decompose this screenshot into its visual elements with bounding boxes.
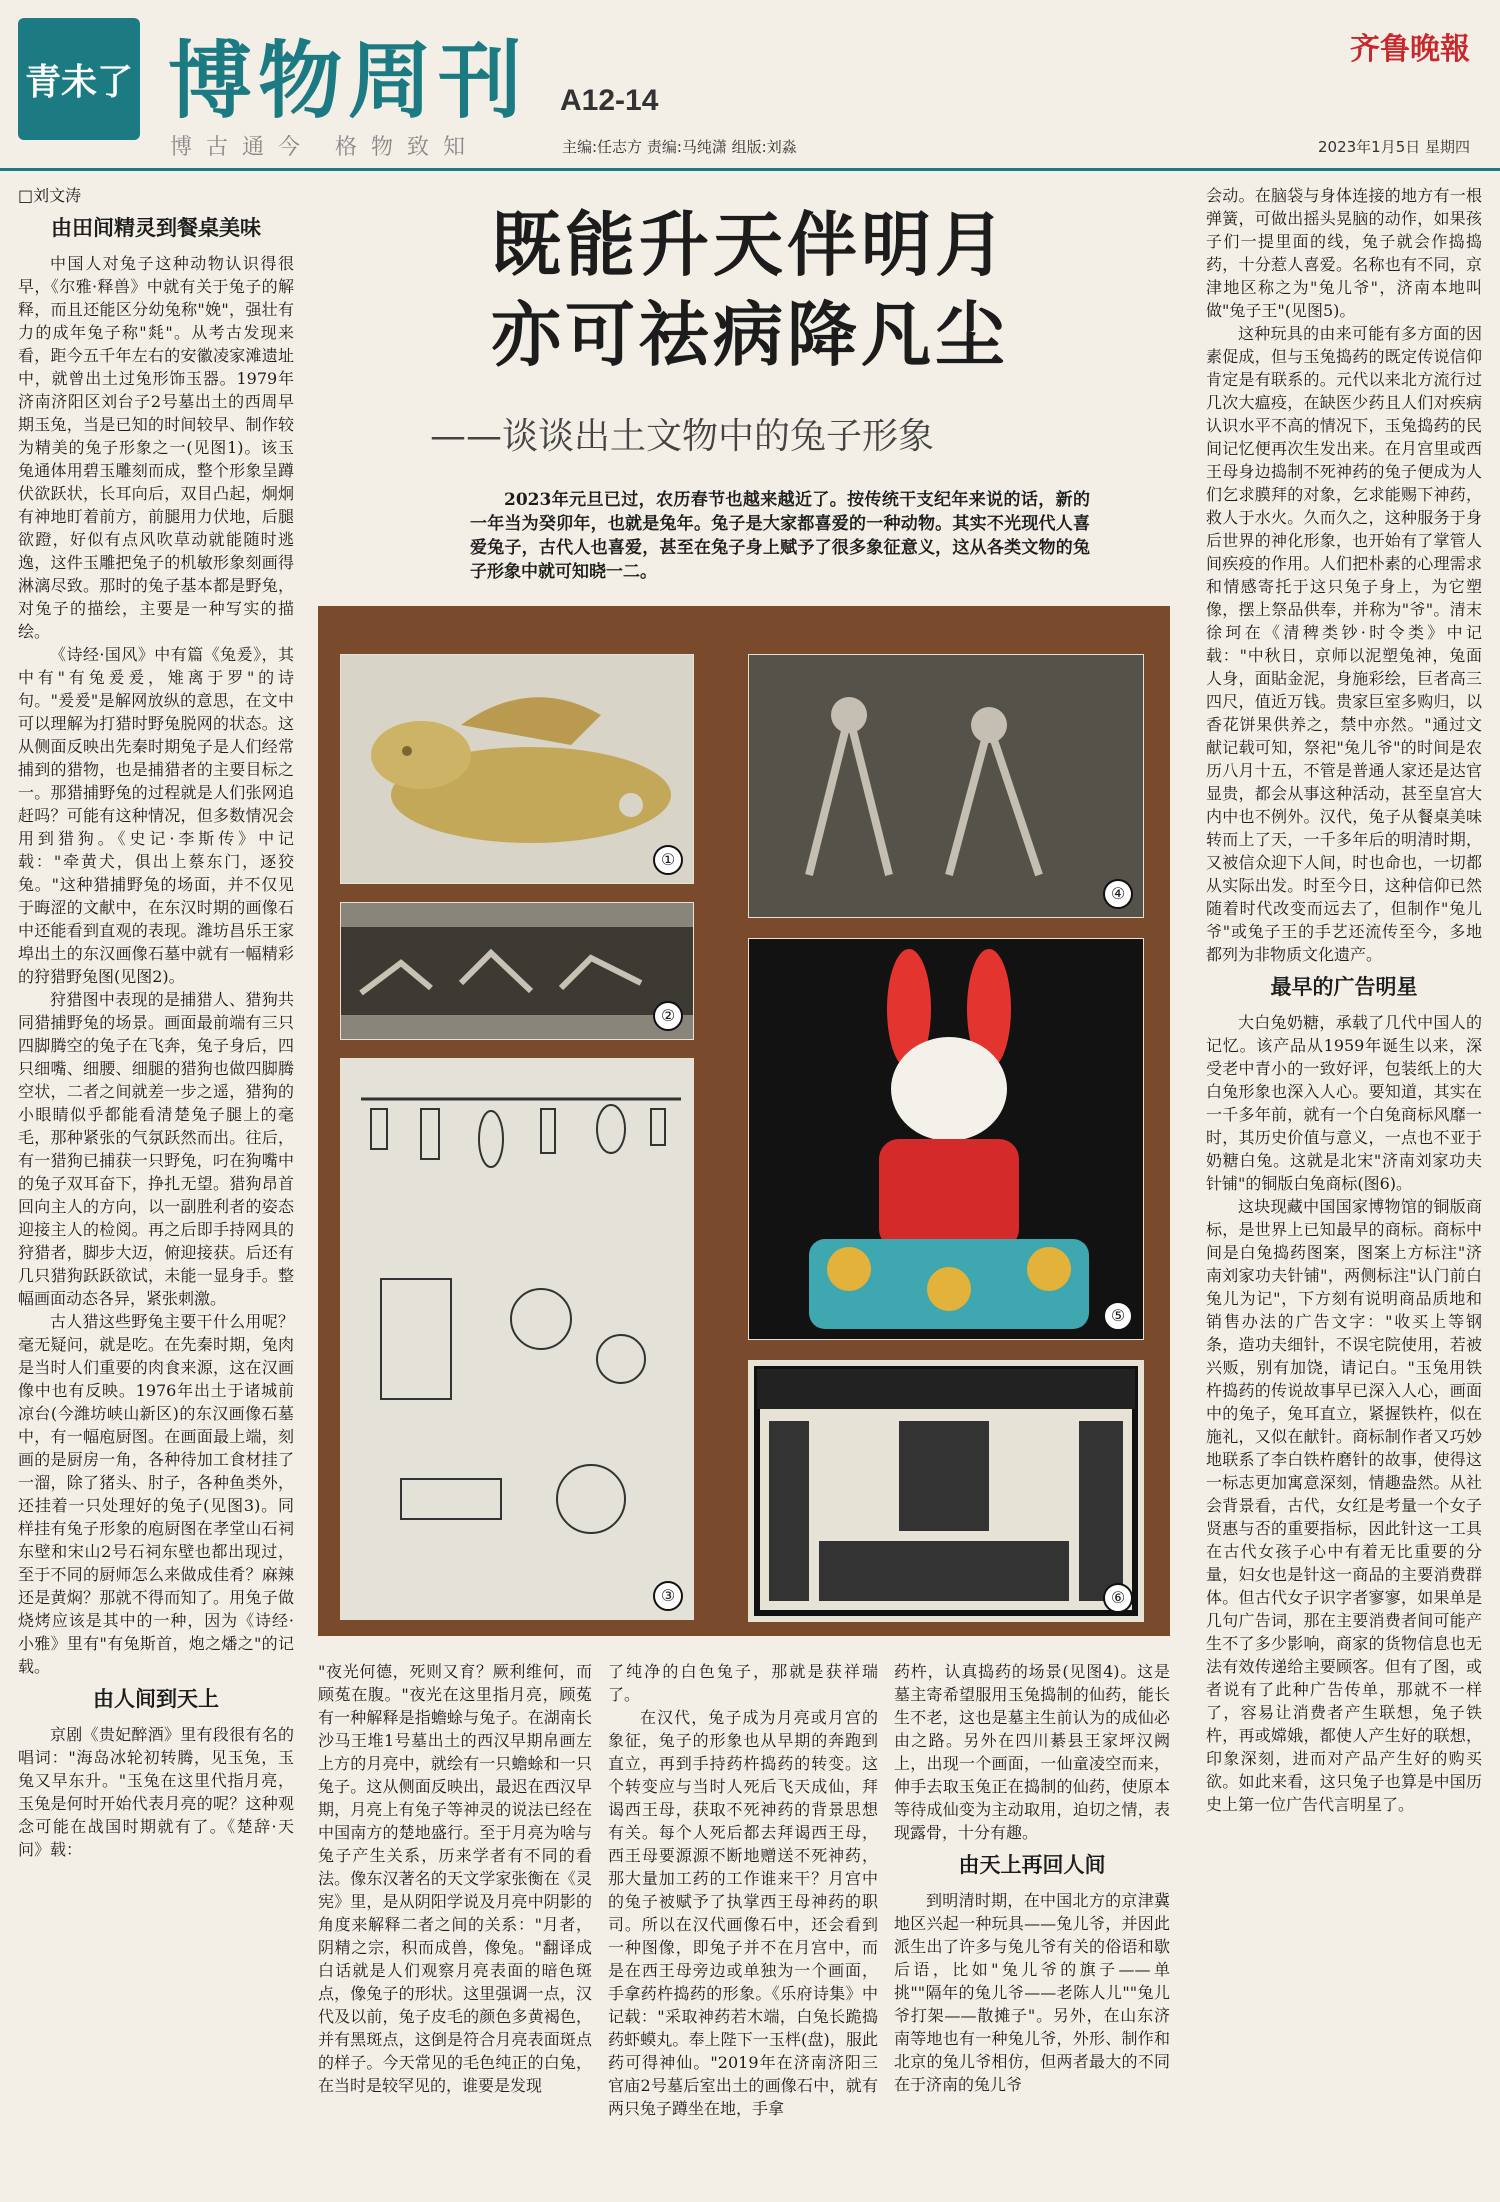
paragraph: 京剧《贵妃醉酒》里有段很有名的唱词："海岛冰轮初转腾，见玉兔，玉兔又早东升。"玉兔在这里代指月亮，玉兔是何时开始代表月亮的呢？这种观念可能在战国时期就有了。《楚辞·天问》载： [18, 1725, 294, 1859]
figure-1-jade-rabbit [340, 654, 694, 884]
paragraph: 了纯净的白色兔子，那就是获祥瑞了。 [608, 1662, 878, 1704]
section-title: 博物周刊 [168, 32, 529, 130]
article-column-2 [318, 1660, 592, 2097]
section-slogan: 博古通今 格物致知 [170, 135, 479, 160]
figure-6-needle-shop-trademark [748, 1360, 1144, 1622]
paragraph: 在汉代，兔子成为月亮或月宫的象征，兔子的形象也从早期的奔跑到直立，再到手持药杵捣药的转变。这个转变应与当时人死后飞天成仙，拜谒西王母，获取不死神药的背景思想有关。每个人死后都去拜谒西王母，西王母要源源不断地赠送不死神药，那大量加工药的工作谁来干？月宫中的兔子被赋予了执掌西王母神药的职司。所以在汉代画像石中，还会看到一种图像，即兔子并不在月宫中，而是在西王母旁边或单独为一个画面，手拿药杵捣药的形象。《乐府诗集》中记载："采取神药若木端，白兔长跪捣药虾蟆丸。奉上陛下一玉柈(盘)，服此药可得神仙。"2019年在济南济阳三官庙2号墓后室出土的画像石中，就有两只兔子蹲坐在地，手拿 [608, 1708, 878, 2118]
figure-2-hunting-relief [340, 902, 694, 1040]
headline-line-1: 既能升天伴明月 [491, 204, 1009, 286]
paragraph: 会动。在脑袋与身体连接的地方有一根弹簧，可做出摇头晃脑的动作，如果孩子们一提里面的线，兔子就会作捣捣药，十分惹人喜爱。名称也有不同，京津地区称之为"兔儿爷"，济南本地叫做"兔子王"(见图5)。 [1206, 186, 1482, 320]
article-column-1 [18, 184, 294, 1861]
paragraph: 古人猎这些野兔主要干什么用呢？毫无疑问，就是吃。在先秦时期，兔肉是当时人们重要的肉食来源，这在汉画像中也有反映。1976年出土于诸城前凉台(今潍坊峡山新区)的东汉画像石墓中，有一幅庖厨图。在画面最上端，刻画的是厨房一角，各种待加工食材挂了一溜，除了猪头、肘子，各种鱼类外，还挂着一只处理好的兔子(见图3)。同样挂有兔子形象的庖厨图在孝堂山石祠东壁和宋山2号石祠东壁也都出现过，至于不同的厨师怎么来做成佳肴？麻辣还是黄焖？那就不得而知了。用兔子做烧烤应该是其中的一种，因为《诗经·小雅》里有"有兔斯首，炮之燔之"的记载。 [18, 1312, 294, 1676]
figure-number: ② [653, 1001, 683, 1031]
paragraph: 这块现藏中国国家博物馆的铜版商标，是世界上已知最早的商标。商标中间是白兔捣药图案，图案上方标注"济南刘家功夫针铺"，两侧标注"认门前白兔儿为记"，下方刻有说明商品质地和销售办法的广告文字："收买上等钢条，造功夫细针，不误宅院使用，若被兴贩，别有加饶，请记白。"玉兔用铁杵捣药的传说故事早已深入人心，画面中的兔子，兔耳直立，紧握铁杵，似在施礼，又似在献针。商标制作者又巧妙地联系了李白铁杵磨针的故事，使得这一标志更加寓意深刻，情趣盎然。从社会背景看，古代，女红是考量一个女子贤惠与否的重要指标，因此针这一工具在古代女孩子心中有着无比重要的分量，妇女也是针这一商品的主要消费群体。但古代女子识字者寥寥，如果单是几句广告词，那在主要消费者间可能产生不了多少影响，商家的货物信息也无法有效传递给主要顾客。但有了图，或者说有了此种广告传单，那就不一样了，容易让消费者产生联想，兔子铁杵，再或嫦娥，都使人产生好的联想，印象深刻，进而对产品产生好的购买欲。如此来看，这只兔子也算是中国历史上第一位广告代言明星了。 [1206, 1197, 1482, 1814]
section-heading: 由天上再回人间 [958, 1853, 1106, 1877]
figure-number: ① [653, 845, 683, 875]
kitchen-scene-image [341, 1059, 693, 1619]
issue-date: 2023年1月5日 星期四 [1318, 138, 1471, 156]
figure-4-medicine-relief [748, 654, 1144, 918]
figure-3-kitchen-scene [340, 1058, 694, 1620]
section-heading: 由田间精灵到餐桌美味 [51, 216, 261, 240]
article-column-5 [1206, 184, 1482, 1816]
masthead-rule [0, 168, 1500, 171]
paragraph: "夜光何德，死则又育？厥利维何，而顾菟在腹。"夜光在这里指月亮，顾菟有一种解释是指蟾蜍与兔子。在湖南长沙马王堆1号墓出土的西汉早期帛画左上方的月亮中，就绘有一只蟾蜍和一只兔子。这从侧面反映出，最迟在西汉早期，月亮上有兔子等神灵的说法已经在中国南方的楚地盛行。至于月亮为啥与兔子产生关系，历来学者有不同的看法。像东汉著名的天文学家张衡在《灵宪》里，是从阴阳学说及月亮中阴影的角度来解释二者之间的关系："月者，阴精之宗，积而成兽，像兔。"翻译成白话就是人们观察月亮表面的暗色斑点，像兔子的形状。这里强调一点，汉代及以前，兔子皮毛的颜色多黄褐色，并有黑斑点，这倒是符合月亮表面斑点的样子。今天常见的毛色纯正的白兔，在当时是较罕见的，谁要是发现 [318, 1662, 592, 2095]
byline: □刘文涛 [18, 186, 82, 205]
headline-subtitle: ——谈谈出土文物中的兔子形象 [430, 416, 935, 457]
figure-number: ⑤ [1103, 1301, 1133, 1331]
paragraph: 狩猎图中表现的是捕猎人、猎狗共同猎捕野兔的场景。画面最前端有三只四脚腾空的兔子在飞奔，兔子身后，四只细嘴、细腰、细腿的猎狗也做四脚腾空状，二者之间就差一步之遥，猎狗的小眼睛似乎都能看清楚兔子腿上的毫毛，那种紧张的气氛跃然而出。往后，有一猎狗已捕获一只野兔，叼在狗嘴中的兔子双耳奋下，挣扎无望。猎狗昂首回向主人的方向，以一副胜利者的姿态迎接主人的检阅。再之后即手持网具的狩猎者，脚步大迈，俯迎接获。后还有几只猎狗跃跃欲试，未能一显身手。整幅画面动态各异，紧张刺激。 [18, 990, 294, 1308]
logo-text: 青未了 [24, 61, 133, 103]
section-heading: 最早的广告明星 [1270, 975, 1418, 999]
paragraph: 《诗经·国风》中有篇《兔爰》，其中有"有兔爰爰，雉离于罗"的诗句。"爰爰"是解网放纵的意思，在文中可以理解为打猎时野兔脱网的状态。这从侧面反映出先秦时期兔子是人们经常捕到的猎物，也是捕猎者的主要目标之一。那猎捕野兔的过程就是人们张网追赶吗？可能有这种情况，但多数情况会用到猎狗。《史记·李斯传》中记载："牵黄犬，俱出上蔡东门，逐狡兔。"这种猎捕野兔的场面，并不仅见于晦涩的文献中，在东汉时期的画像石中还能看到直观的表现。潍坊昌乐王家埠出土的东汉画像石墓中就有一幅精彩的狩猎野兔图(见图2)。 [18, 645, 294, 986]
photo-panel [318, 606, 1170, 1636]
paragraph: 到明清时期，在中国北方的京津冀地区兴起一种玩具——兔儿爷，并因此派生出了许多与兔儿爷有关的俗语和歇后语，比如"兔儿爷的旗子——单挑""隔年的兔儿爷——老陈人儿""兔儿爷打架——散摊子"。另外，在山东济南等地也有一种兔儿爷，外形、制作和北京的兔儿爷相仿，但两者最大的不同在于济南的兔儿爷 [894, 1891, 1170, 2094]
lead-paragraph: 2023年元旦已过，农历春节也越来越近了。按传统干支纪年来说的话，新的一年当为癸卯年，也就是兔年。兔子是大家都喜爱的一种动物。其实不光现代人喜爱兔子，古代人也喜爱，甚至在兔子身上赋予了很多象征意义，这从各类文物的兔子形象中就可知晓一二。 [470, 490, 1090, 582]
newspaper-logo [18, 18, 140, 140]
rabbit-king-toy-image [749, 939, 1143, 1339]
page-number: A12-14 [560, 84, 659, 117]
paragraph: 中国人对兔子这种动物认识得很早，《尔雅·释兽》中就有关于兔子的解释，而且还能区分幼兔称"娩"，强壮有力的成年兔子称"㲜"。从考古发现来看，距今五千年左右的安徽凌家滩遗址中，就曾出土过兔形饰玉器。1979年济南济阳区刘台子2号墓出土的西周早期玉兔，当是已知的时间较早、制作较为精美的兔子形象之一(见图1)。该玉兔通体用碧玉雕刻而成，整个形象呈蹲伏欲跃状，长耳向后，双目凸起，炯炯有神地盯着前方，前腿用力伏地，后腿欲蹬，好似有点风吹草动就能随时逃逸，这件玉雕把兔子的机敏形象刻画得淋漓尽致。那时的兔子基本都是野兔，对兔子的描绘，主要是一种写实的描绘。 [18, 254, 294, 641]
figure-number: ④ [1103, 879, 1133, 909]
trademark-print-image [749, 1361, 1143, 1621]
headline-line-2: 亦可祛病降凡尘 [491, 294, 1009, 376]
article-column-3 [608, 1660, 878, 2120]
hunting-relief-image [341, 903, 693, 1039]
figure-number: ③ [653, 1581, 683, 1611]
paragraph: 大白兔奶糖，承载了几代中国人的记忆。该产品从1959年诞生以来，深受老中青小的一致好评，包装纸上的大白兔形象也深入人心。要知道，其实在一千多年前，就有一个白兔商标风靡一时，其历史价值与意义，一点也不亚于奶糖白兔。这就是北宋"济南刘家功夫针铺"的铜版白兔商标(图6)。 [1206, 1013, 1482, 1193]
article-column-4 [894, 1660, 1170, 2096]
jade-rabbit-image [341, 655, 693, 883]
paragraph: 药杵，认真捣药的场景(见图4)。这是墓主寄希望服用玉兔捣制的仙药，能长生不老，这也是墓主生前认为的成仙必由之路。另外在四川綦县王家坪汉阙上，出现一个画面，一仙童凌空而来，伸手去取玉兔正在捣制的仙药，使原本等待成仙变为主动取用，迫切之情，表现露骨，十分有趣。 [894, 1662, 1170, 1842]
headline [360, 200, 1140, 380]
medicine-relief-image [749, 655, 1143, 917]
figure-number: ⑥ [1103, 1583, 1133, 1613]
section-heading: 由人间到天上 [93, 1687, 219, 1711]
paragraph: 这种玩具的由来可能有多方面的因素促成，但与玉兔捣药的既定传说信仰肯定是有联系的。元代以来北方流行过几次大瘟疫，在缺医少药且人们对疾病认识水平不高的情况下，玉兔捣药的民间记忆便再次生发出来。在月宫里或西王母身边捣制不死神药的兔子便成为人们乞求膜拜的对象，乞求能赐下神药，救人于水火。久而久之，这种服务于身后世界的神化形象，也开始有了掌管人间疾疫的作用。人们把朴素的心理需求和情感寄托于这只兔子身上，为它塑像，摆上祭品供奉，并称为"爷"。清末徐珂在《清稗类钞·时令类》中记载："中秋日，京师以泥塑兔神，兔面人身，面貼金泥，身施彩绘，巨者高三四尺，值近万钱。贵家巨室多购归，以香花饼果供养之，禁中亦然。"通过文献记载可知，祭祀"兔儿爷"的时间是农历八月十五，不管是普通人家还是达官显贵，都会从事这种活动，甚至皇宫大内中也不例外。汉代，兔子从餐桌美味转而上了天，一千多年后的明清时期，又被信众迎下人间，时也命也，一切都从实际出发。时至今日，这种信仰已然随着时代改变而远去了，但制作"兔儿爷"或兔子王的手艺还流传至今，多地都列为非物质文化遗产。 [1206, 324, 1482, 964]
editor-credits: 主编:任志方 责编:马纯潇 组版:刘淼 [562, 138, 797, 156]
newspaper-brand: 齐鲁晚報 [1350, 32, 1470, 67]
figure-5-rabbit-king-toy [748, 938, 1144, 1340]
